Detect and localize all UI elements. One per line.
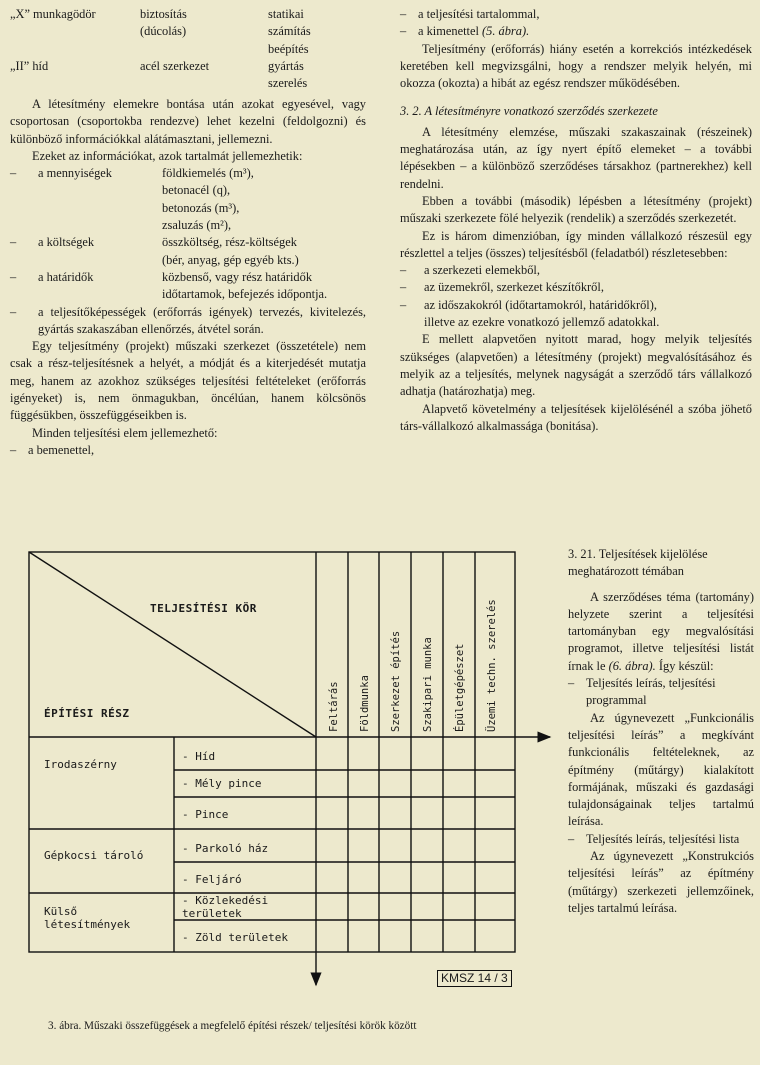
row-label: - Feljáró xyxy=(182,873,242,886)
dash: – xyxy=(400,263,407,278)
dash: – xyxy=(10,166,17,181)
paragraph: E mellett alapvetően nyitott marad, hogy melyik teljesítés szükséges (alapvetően) a létesítmény (projekt) megvalósításához és melyik az a teljesítés, melynek nagyságát a szerződő társ vállalkozó adhatja (határozhatja) meg. xyxy=(400,332,752,399)
list-item-text: Teljesítés leírás, teljesítési programmal xyxy=(586,676,716,708)
list-value: összköltség, rész-költségek xyxy=(162,235,297,250)
header-teljesitesi-kor: TELJESÍTÉSI KÖR xyxy=(150,602,257,615)
paragraph: A létesítmény elemekre bontása után azokat egyesével, vagy csoportosan (csoportokba rendezve) lehet kezelni (feldolgozni) és különböző információkkal alátámasztani, jellemezni. xyxy=(10,97,366,146)
paragraph: Teljesítmény (erőforrás) hiány esetén a korrekciós intézkedések keretében kell megvizsgálni, hogy a rendszer melyik helyén, mi okozza (okozta) a hibát az egész rendszer működésében. xyxy=(400,41,752,91)
paragraph: Ezeket az információkat, azok tartalmát jellemezhetik: xyxy=(32,148,303,163)
table-cell: (dúcolás) xyxy=(140,24,187,39)
capacity-item xyxy=(10,304,366,339)
figure-caption: 3. ábra. Műszaki összefüggések a megfelelő építési részek/ teljesítési körök között xyxy=(48,1020,417,1032)
table-cell: „X” munkagödör xyxy=(10,7,96,21)
paragraph: Egy teljesítmény (projekt) műszaki szerkezet (összetétele) nem csak a rész-teljesítésnek a helyét, a módját és a kiterjedését mutatja meg, hanem az azokhoz szükséges teljesítési feltételeket (erőforrás igényeket) is, nem önmagukban, öncélúan, hanem kölcsönös függésükben, összefüggéseikben is. xyxy=(10,339,366,423)
list-label: a költségek xyxy=(38,235,95,250)
list-value: időtartamok, befejezés időpontja. xyxy=(162,287,328,302)
group-label: Gépkocsi tároló xyxy=(44,849,144,862)
table-cell: acél szerkezet xyxy=(140,58,210,73)
paragraph: Ebben a további (második) lépésben a létesítmény (projekt) műszaki szerkezete fölé helyezik (rendelik) a szerződés szerkezetét. xyxy=(400,193,752,226)
list-item-text: a kimenettel xyxy=(418,24,479,39)
paragraph: Alapvető követelmény a teljesítések kijelölésénél a szóba jöhető társ-vállalkozó alkalmassága (bonitása). xyxy=(400,401,752,433)
paragraph: Az úgynevezett „Konstrukciós teljesítési leírás” az építmény (műtárgy) szerkezeti jellemzőinek, teljes tartalmú leírása. xyxy=(568,849,754,915)
dash: – xyxy=(10,442,17,457)
group-label: Irodaszérny xyxy=(44,758,117,771)
table-cell: gyártás xyxy=(268,58,304,73)
section-heading: 3. 2. A létesítményre vonatkozó szerződés szerkezete xyxy=(400,104,658,119)
row-label: - Közlekedési területek xyxy=(182,894,269,920)
header-epitesi-resz: ÉPÍTÉSI RÉSZ xyxy=(44,707,130,720)
row-label: - Pince xyxy=(182,808,229,821)
paragraph-text: A szerződéses téma (tartomány) helyzete szerint a teljesítési tartományban egy megvalósítási programot, illetve teljesítési listát írnak le xyxy=(568,589,754,673)
kmsz-stamp: KMSZ 14 / 3 xyxy=(437,970,512,987)
list-label: a mennyiségek xyxy=(38,166,112,181)
table-cell: biztosítás xyxy=(140,7,187,21)
list-item-text: a bemenettel, xyxy=(28,442,95,457)
list-item xyxy=(10,442,366,459)
column-label: Szakipari munka xyxy=(422,637,434,732)
dash: – xyxy=(568,676,575,691)
list-item xyxy=(568,831,754,848)
list-value: földkiemelés (m³), xyxy=(162,166,254,181)
row-label: - Híd xyxy=(182,750,216,763)
right-lower-column xyxy=(568,546,754,917)
left-top-table xyxy=(10,6,370,92)
dash: – xyxy=(568,831,575,846)
column-label: Feltárás xyxy=(328,681,340,732)
list-item-text: illetve az ezekre vonatkozó jellemző adatokkal. xyxy=(424,315,660,330)
list-value: közbenső, vagy rész határidők xyxy=(162,269,313,284)
paragraph: a teljesítőképességek (erőforrás igények) tervezés, kivitelezés, gyártás szakaszában ellenőrzés, átvétel során. xyxy=(38,304,366,336)
subsection-heading: 3. 21. Teljesítések kijelölése meghatározott témában xyxy=(568,547,708,579)
list-item xyxy=(568,675,754,710)
table-cell: statikai xyxy=(268,7,304,21)
list-item xyxy=(400,23,752,40)
paragraph: Az úgynevezett „Funkcionális teljesítési leírás” a megkívánt funkcionális feltételeknek, az építmény (műtárgy) kialakított formájának, műszaki és gazdasági tulajdonságainak teljes tartalmú leírása. xyxy=(568,710,754,829)
paragraph: A létesítmény elemzése, műszaki szakaszainak (részeinek) meghatározása után, az így nyert építő elemeket – a további lépésekben – a különböző szerződéses társakhoz (partnerekhez) kell rendelni. xyxy=(400,124,752,191)
list-item xyxy=(400,6,752,23)
row-label: - Zöld területek xyxy=(182,931,288,944)
list-value: (bér, anyag, gép egyéb kts.) xyxy=(162,252,299,267)
paragraph-text: Így készül: xyxy=(658,658,714,673)
row-label: - Mély pince xyxy=(182,777,262,790)
dash: – xyxy=(10,304,17,319)
list-item-text: Teljesítés leírás, teljesítési lista xyxy=(586,831,740,846)
column-label: Épületgépészet xyxy=(454,643,466,732)
figure-ref: (5. ábra). xyxy=(482,24,530,39)
column-label: Földmunka xyxy=(359,675,371,732)
list-item-text: a teljesítési tartalommal, xyxy=(418,7,540,21)
left-column xyxy=(10,96,366,459)
list-value: betonacél (q), xyxy=(162,183,231,198)
list-value: betonozás (m³), xyxy=(162,200,240,215)
dash: – xyxy=(400,297,407,312)
table-cell: „II” híd xyxy=(10,58,49,73)
dash: – xyxy=(10,235,17,250)
dash: – xyxy=(400,7,407,21)
list-value: zsaluzás (m²), xyxy=(162,218,232,233)
table-cell: szerelés xyxy=(268,76,308,91)
list-item-text: a szerkezeti elemekből, xyxy=(424,263,540,278)
list-item-text: az időszakokról (időtartamokról, határidőkről), xyxy=(424,297,657,312)
char-list xyxy=(10,165,366,303)
paragraph: Minden teljesítési elem jellemezhető: xyxy=(32,425,218,440)
dash: – xyxy=(400,280,407,295)
list-item-text: az üzemekről, szerkezet készítőkről, xyxy=(424,280,604,295)
right-list xyxy=(400,262,752,331)
diagram-frame xyxy=(29,552,515,952)
dash: – xyxy=(10,269,17,284)
row-label: - Parkoló ház xyxy=(182,842,269,855)
right-column xyxy=(400,6,752,435)
list-label: a határidők xyxy=(38,269,94,284)
group-label: Külső létesítmények xyxy=(44,905,131,931)
table-cell: beépítés xyxy=(268,41,309,56)
dash: – xyxy=(400,24,407,39)
paragraph: Ez is három dimenzióban, így minden vállalkozó részesül egy részlettel a teljes (összes) teljesítésből (feladatból) részletesebben: xyxy=(400,228,752,260)
column-label: Üzemi techn. szerelés xyxy=(486,599,498,732)
column-label: Szerkezet építés xyxy=(390,630,402,732)
table-cell: számítás xyxy=(268,24,311,39)
figure-ref: (6. ábra). xyxy=(608,658,656,673)
paragraph xyxy=(568,589,754,675)
